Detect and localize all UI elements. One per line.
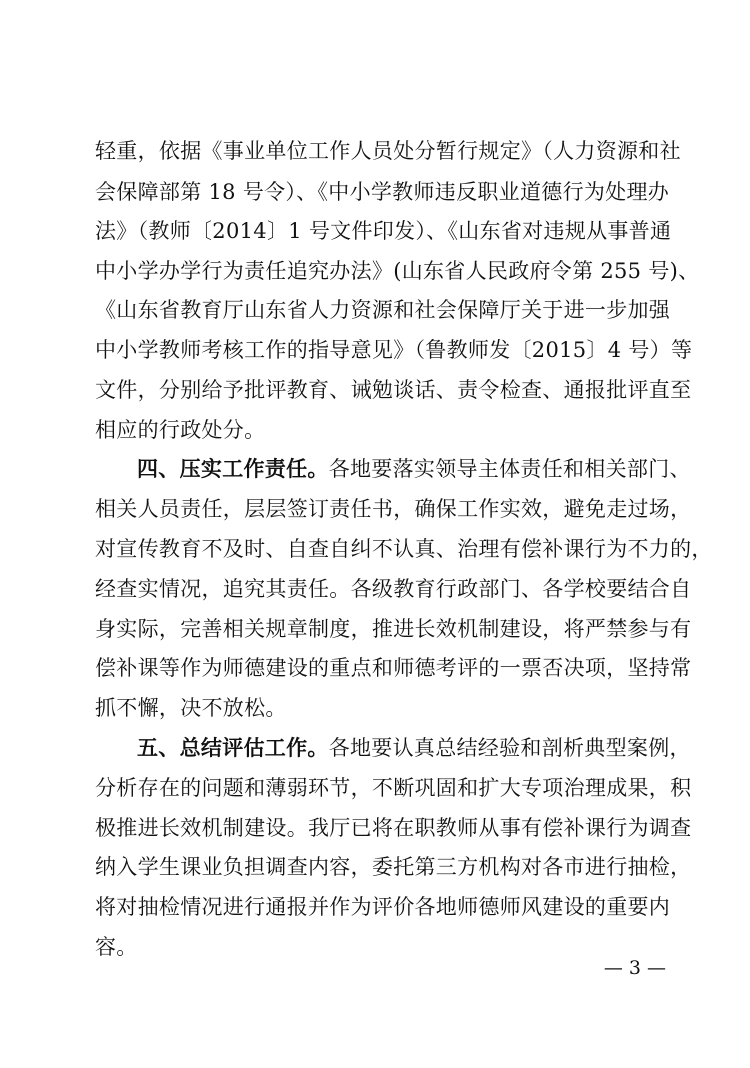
paragraph-2-line-4: 经查实情况，追究其责任。各级教育行政部门、各学校要结合自 bbox=[95, 577, 692, 601]
paragraph-3-line-5: 将对抽检情况进行通报并作为评价各地师德师风建设的重要内 bbox=[95, 895, 671, 919]
paragraph-3-first-line bbox=[137, 735, 691, 760]
paragraph-3-line-2: 分析存在的问题和薄弱环节，不断巩固和扩大专项治理成果，积 bbox=[95, 776, 692, 800]
paragraph-2-line-3: 对宣传教育不及时、自查自纠不认真、治理有偿补课行为不力的， bbox=[95, 537, 713, 561]
paragraph-2-line-7: 抓不懈，决不放松。 bbox=[95, 696, 287, 720]
paragraph-2-line-5: 身实际，完善相关规章制度，推进长效机制建设，将严禁参与有 bbox=[95, 617, 692, 641]
paragraph-1-line-8: 相应的行政处分。 bbox=[95, 418, 266, 442]
section-4-heading: 四、压实工作责任。 bbox=[137, 456, 329, 481]
paragraph-1-line-6: 中小学教师考核工作的指导意见》（鲁教师发〔2015〕4 号）等 bbox=[95, 338, 693, 362]
page-number: — 3 — bbox=[603, 957, 666, 979]
paragraph-2-first-line bbox=[137, 456, 691, 481]
paragraph-3-line-3: 极推进长效机制建设。我厅已将在职教师从事有偿补课行为调查 bbox=[95, 816, 692, 840]
paragraph-2-line-6: 偿补课等作为师德建设的重点和师德考评的一票否决项，坚持常 bbox=[95, 656, 692, 680]
paragraph-1-line-4: 中小学办学行为责任追究办法》(山东省人民政府令第 255 号)、 bbox=[95, 259, 700, 283]
paragraph-1-line-7: 文件，分别给予批评教育、诫勉谈话、责令检查、通报批评直至 bbox=[95, 378, 692, 402]
paragraph-1-line-3: 法》（教师〔2014〕1 号文件印发）、《山东省对违规从事普通 bbox=[95, 219, 672, 243]
paragraph-1-line-1: 轻重，依据《事业单位工作人员处分暂行规定》（人力资源和社 bbox=[95, 139, 681, 163]
paragraph-1-line-5: 《山东省教育厅山东省人力资源和社会保障厅关于进一步加强 bbox=[95, 298, 671, 322]
section-5-first-text: 各地要认真总结经验和剖析典型案例， bbox=[328, 736, 691, 760]
paragraph-1-line-2: 会保障部第 18 号令）、《中小学教师违反职业道德行为处理办 bbox=[95, 180, 670, 204]
section-4-first-text: 各地要落实领导主体责任和相关部门、 bbox=[328, 457, 691, 481]
paragraph-3-line-4: 纳入学生课业负担调查内容，委托第三方机构对各市进行抽检， bbox=[95, 855, 692, 879]
paragraph-2-line-2: 相关人员责任，层层签订责任书，确保工作实效，避免走过场， bbox=[95, 497, 692, 521]
section-5-heading: 五、总结评估工作。 bbox=[137, 735, 329, 760]
paragraph-3-line-6: 容。 bbox=[95, 935, 138, 959]
